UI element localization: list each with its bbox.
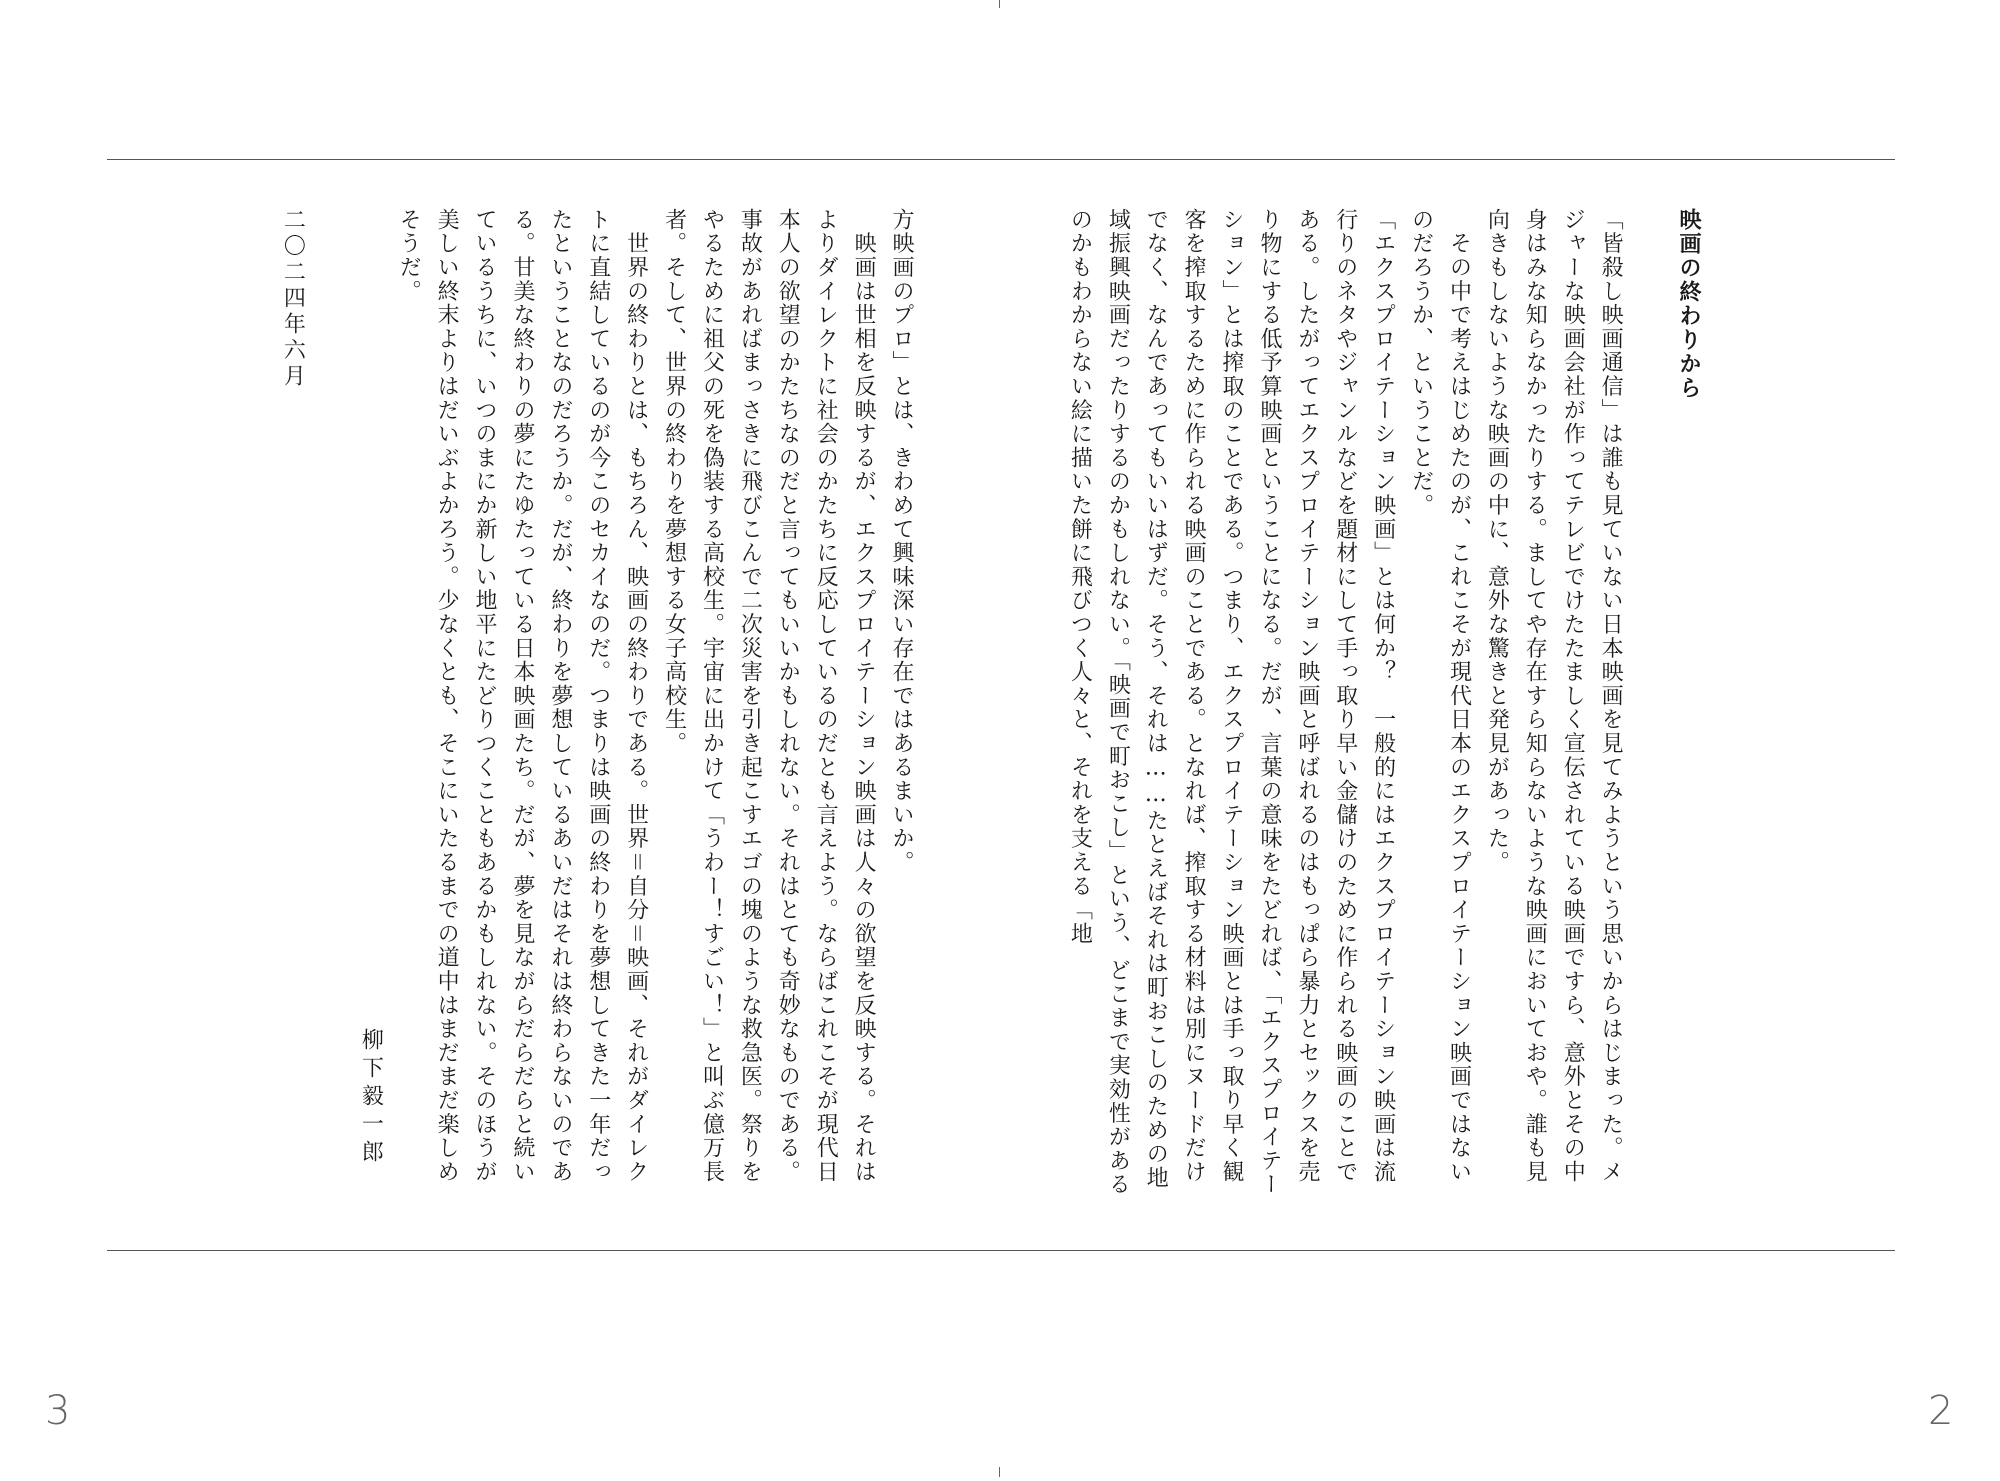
top-rule: [107, 159, 1895, 160]
paragraph: その中で考えはじめたのが、これこそが現代日本のエクスプロイテーション映画ではないのだろうか、ということだ。: [1408, 208, 1472, 1184]
paragraph: 方映画のプロ」とは、きわめて興味深い存在ではあるまいか。: [889, 208, 914, 875]
right-page: [1067, 208, 1707, 1248]
left-page: [280, 208, 920, 1248]
page-title: 映画の終わりから: [1676, 208, 1701, 400]
page-number-right: 2: [1928, 1388, 1954, 1434]
author-name: 柳下毅一郎: [358, 1028, 384, 1168]
paragraph: 「エクスプロイテーション映画」とは何か？ 一般的にはエクスプロイテーション映画は流行りのネタやジャンルなどを題材にして手っ取り早い金儲けのために作られる映画のことである。したがってエクスプロイテーション映画と呼ばれるのはもっぱら暴力とセックスを売り物にする低予算映画ということになる。だが、言葉の意味をたどれば、「エクスプロイテーション」とは搾取のことである。つまり、エクスプロイテーション映画とは手っ取り早く観客を搾取するために作られる映画のことである。となれば、搾取する材料は別にヌードだけでなく、なんであってもいいはずだ。そう、それは……たとえばそれは町おこしのための地域振興映画だったりするのかもしれない。「映画で町おこし」という、どこまで実効性があるのかもわからない絵に描いた餅に飛びつく人々と、それを支える「地: [1067, 208, 1396, 1197]
crop-mark-bottom: [999, 1467, 1000, 1477]
crop-mark-top: [999, 0, 1000, 8]
paragraph: 「皆殺し映画通信」は誰も見ていない日本映画を見てみようという思いからはじまった。メジャーな映画会社が作ってテレビでけたたましく宣伝されている映画ですら、意外とその中身はみな知らなかったりする。ましてや存在すら知らないような映画においておや。誰も見向きもしないような映画の中に、意外な驚きと発見があった。: [1484, 208, 1624, 1184]
paragraph: 映画は世相を反映するが、エクスプロイテーション映画は人々の欲望を反映する。それはよりダイレクトに社会のかたちに反応しているのだとも言えよう。ならばこれこそが現代日本人の欲望のかたちなのだと言ってもいいかもしれない。それはとても奇妙なものである。事故があればまっさきに飛びこんで二次災害を引き起こすエゴの塊のような救急医。祭りをやるために祖父の死を偽装する高校生。宇宙に出かけて「うわー！すごい！」と叫ぶ億万長者。そして、世界の終わりを夢想する女子高校生。: [661, 208, 877, 1184]
date: 二〇二四年六月: [280, 208, 306, 390]
page-number-left: 3: [45, 1388, 71, 1434]
bottom-rule: [107, 1250, 1895, 1251]
paragraph: 世界の終わりとは、もちろん、映画の終わりである。世界＝自分＝映画、それがダイレクトに直結しているのが今このセカイなのだ。つまりは映画の終わりを夢想してきた一年だったということなのだろうか。だが、終わりを夢想しているあいだはそれは終わらないのである。甘美な終わりの夢にたゆたっている日本映画たち。だが、夢を見ながらだらだらと続いているうちに、いつのまにか新しい地平にたどりつくこともあるかもしれない。そのほうが美しい終末よりはだいぶよかろう。少なくとも、そこにいたるまでの道中はまだまだ楽しめそうだ。: [396, 208, 649, 1184]
